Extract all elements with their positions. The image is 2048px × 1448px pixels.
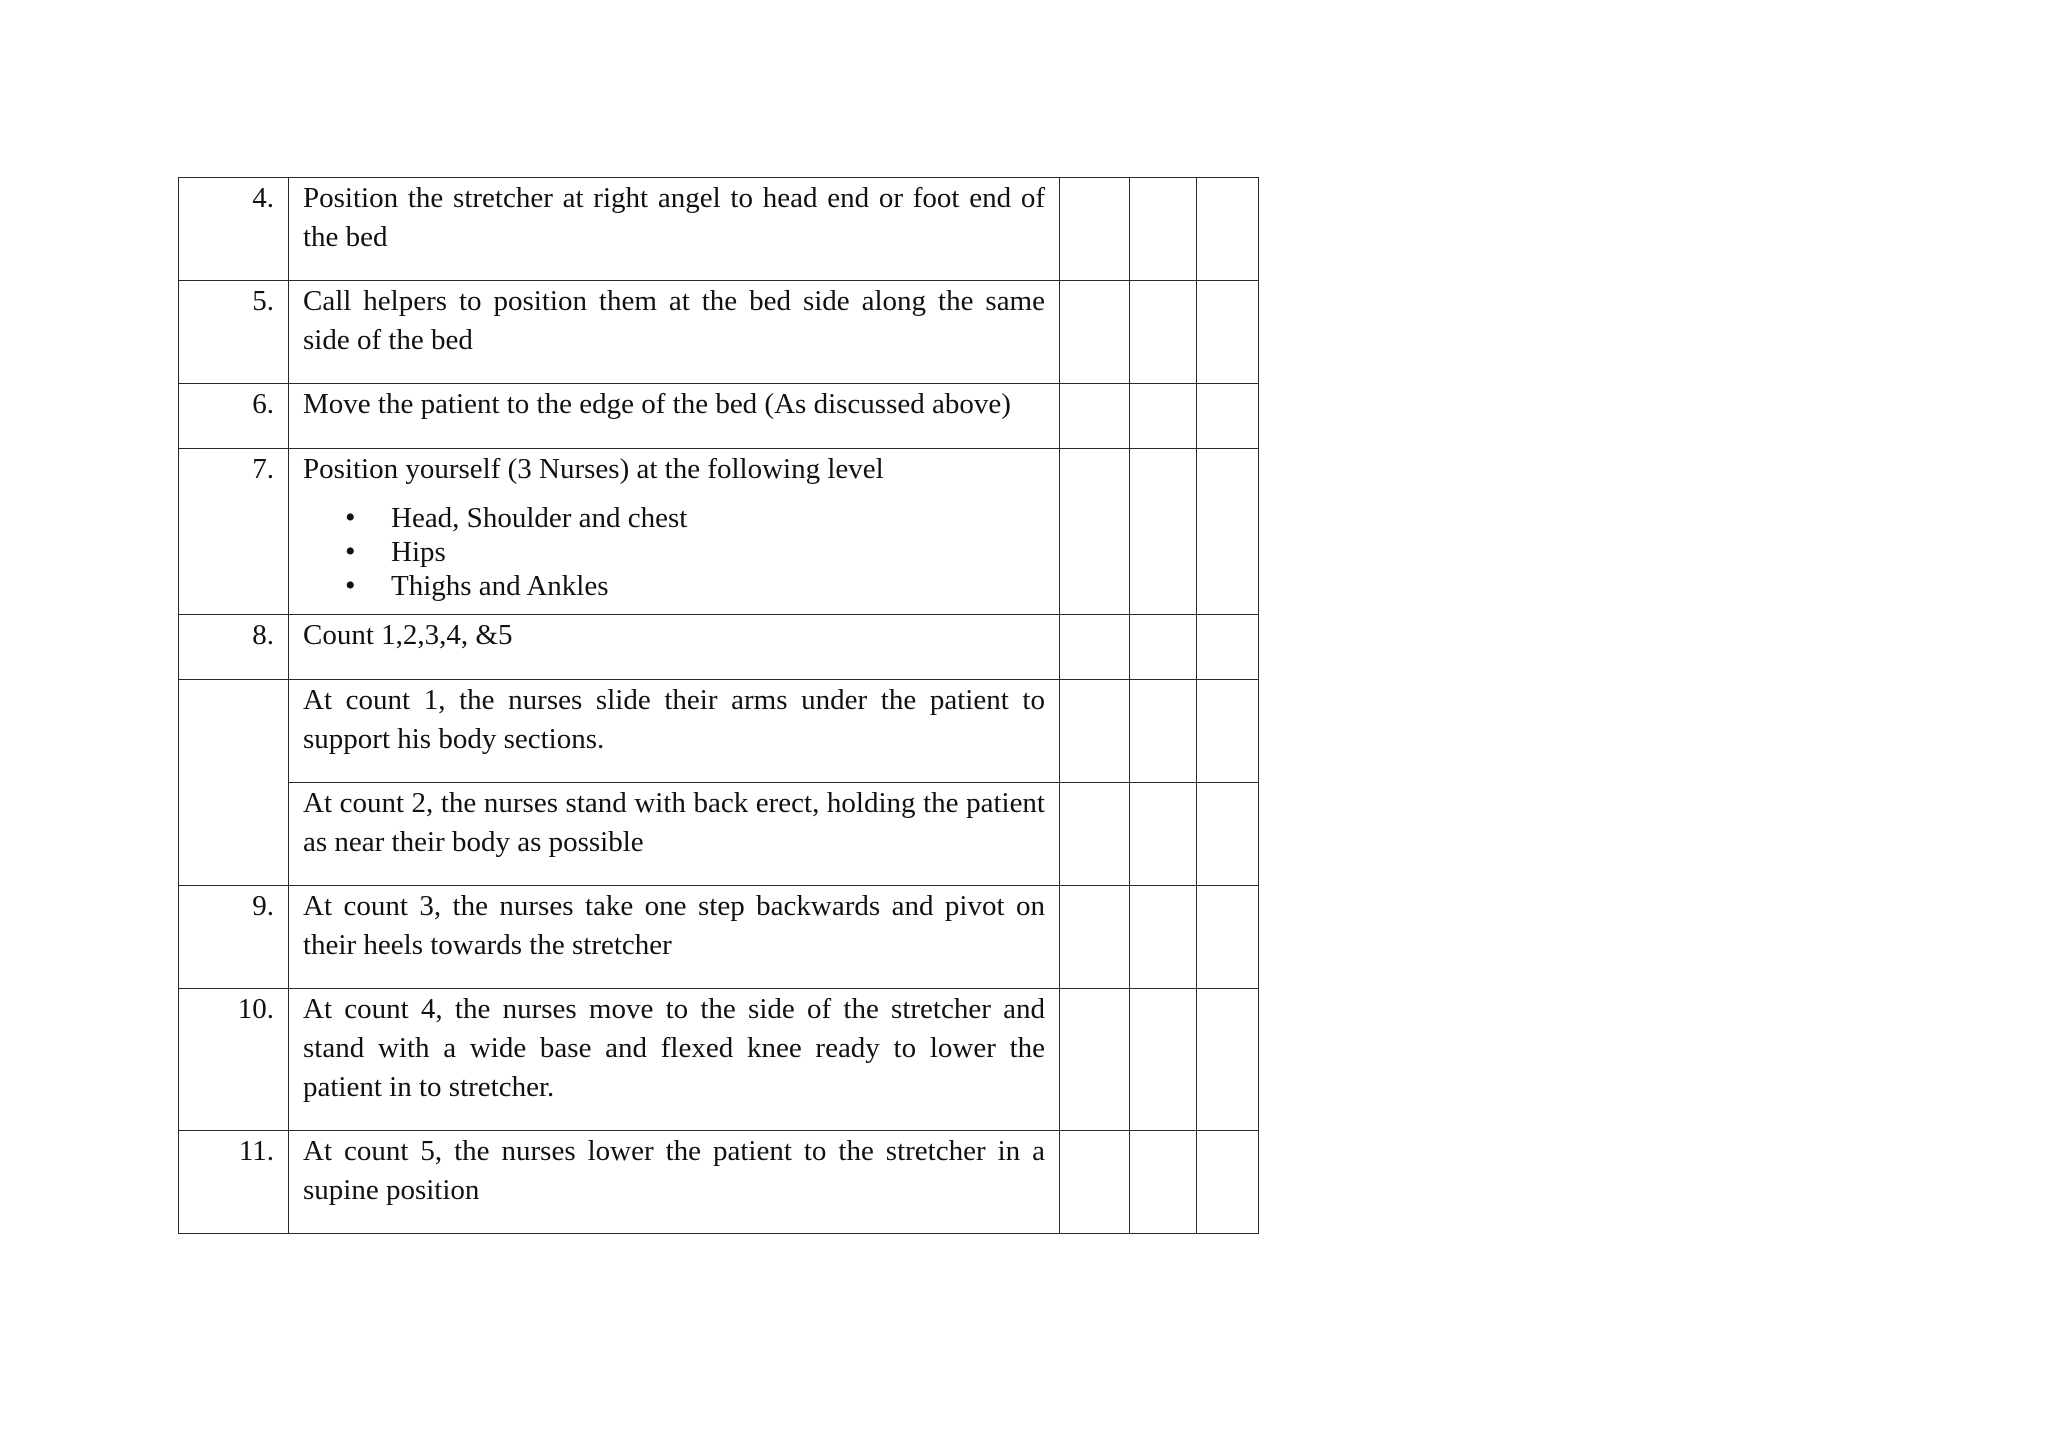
- table-row: [179, 680, 1259, 783]
- check-cell[interactable]: [1197, 281, 1259, 384]
- table-row: [179, 449, 1259, 615]
- step-number: 9.: [179, 886, 289, 989]
- check-cell[interactable]: [1130, 449, 1197, 615]
- check-cell[interactable]: [1060, 680, 1130, 783]
- check-cell[interactable]: [1197, 384, 1259, 449]
- step-number: [179, 680, 289, 886]
- check-cell[interactable]: [1130, 178, 1197, 281]
- list-item: • Thighs and Ankles: [391, 569, 1045, 603]
- check-cell[interactable]: [1130, 680, 1197, 783]
- check-cell[interactable]: [1197, 783, 1259, 886]
- list-item: • Head, Shoulder and chest: [391, 501, 1045, 535]
- check-cell[interactable]: [1130, 783, 1197, 886]
- procedure-checklist-table: [178, 177, 1259, 1234]
- check-cell[interactable]: [1130, 1131, 1197, 1234]
- table-row: [179, 1131, 1259, 1234]
- check-cell[interactable]: [1060, 449, 1130, 615]
- check-cell[interactable]: [1060, 281, 1130, 384]
- check-cell[interactable]: [1060, 615, 1130, 680]
- check-cell[interactable]: [1197, 615, 1259, 680]
- list-item: • Hips: [391, 535, 1045, 569]
- step-description: At count 3, the nurses take one step backwards and pivot on their heels towards the stretcher: [289, 886, 1060, 989]
- check-cell[interactable]: [1197, 886, 1259, 989]
- check-cell[interactable]: [1060, 1131, 1130, 1234]
- check-cell[interactable]: [1060, 783, 1130, 886]
- check-cell[interactable]: [1130, 615, 1197, 680]
- table-row: [179, 989, 1259, 1131]
- check-cell[interactable]: [1060, 384, 1130, 449]
- check-cell[interactable]: [1060, 886, 1130, 989]
- table-row: [179, 178, 1259, 281]
- check-cell[interactable]: [1060, 989, 1130, 1131]
- check-cell[interactable]: [1197, 1131, 1259, 1234]
- step-number: 6.: [179, 384, 289, 449]
- check-cell[interactable]: [1197, 178, 1259, 281]
- step-number: 5.: [179, 281, 289, 384]
- step-number: 4.: [179, 178, 289, 281]
- check-cell[interactable]: [1130, 886, 1197, 989]
- check-cell[interactable]: [1130, 281, 1197, 384]
- step-description: At count 4, the nurses move to the side of the stretcher and stand with a wide base and flexed knee ready to lower the patient in to stretcher.: [289, 989, 1060, 1131]
- step-description: Call helpers to position them at the bed side along the same side of the bed: [289, 281, 1060, 384]
- step-description: At count 1, the nurses slide their arms under the patient to support his body sections.: [289, 680, 1060, 783]
- step-description: Count 1,2,3,4, &5: [289, 615, 1060, 680]
- table-row: [179, 384, 1259, 449]
- table-row: [179, 886, 1259, 989]
- step-description: Position yourself (3 Nurses) at the following level • Head, Shoulder and chest • Hips • Thighs and Ankles: [289, 449, 1060, 615]
- check-cell[interactable]: [1197, 989, 1259, 1131]
- table-row: [179, 281, 1259, 384]
- step-description: Position the stretcher at right angel to head end or foot end of the bed: [289, 178, 1060, 281]
- check-cell[interactable]: [1130, 384, 1197, 449]
- table-row: [179, 783, 1259, 886]
- step-number: 8.: [179, 615, 289, 680]
- check-cell[interactable]: [1197, 680, 1259, 783]
- position-levels-list: [303, 501, 1045, 603]
- check-cell[interactable]: [1130, 989, 1197, 1131]
- check-cell[interactable]: [1197, 449, 1259, 615]
- step-description: Move the patient to the edge of the bed (As discussed above): [289, 384, 1060, 449]
- step-number: 10.: [179, 989, 289, 1131]
- step-number: 11.: [179, 1131, 289, 1234]
- table-row: [179, 615, 1259, 680]
- step-number: 7.: [179, 449, 289, 615]
- step-description: At count 2, the nurses stand with back erect, holding the patient as near their body as possible: [289, 783, 1060, 886]
- check-cell[interactable]: [1060, 178, 1130, 281]
- step-description: At count 5, the nurses lower the patient to the stretcher in a supine position: [289, 1131, 1060, 1234]
